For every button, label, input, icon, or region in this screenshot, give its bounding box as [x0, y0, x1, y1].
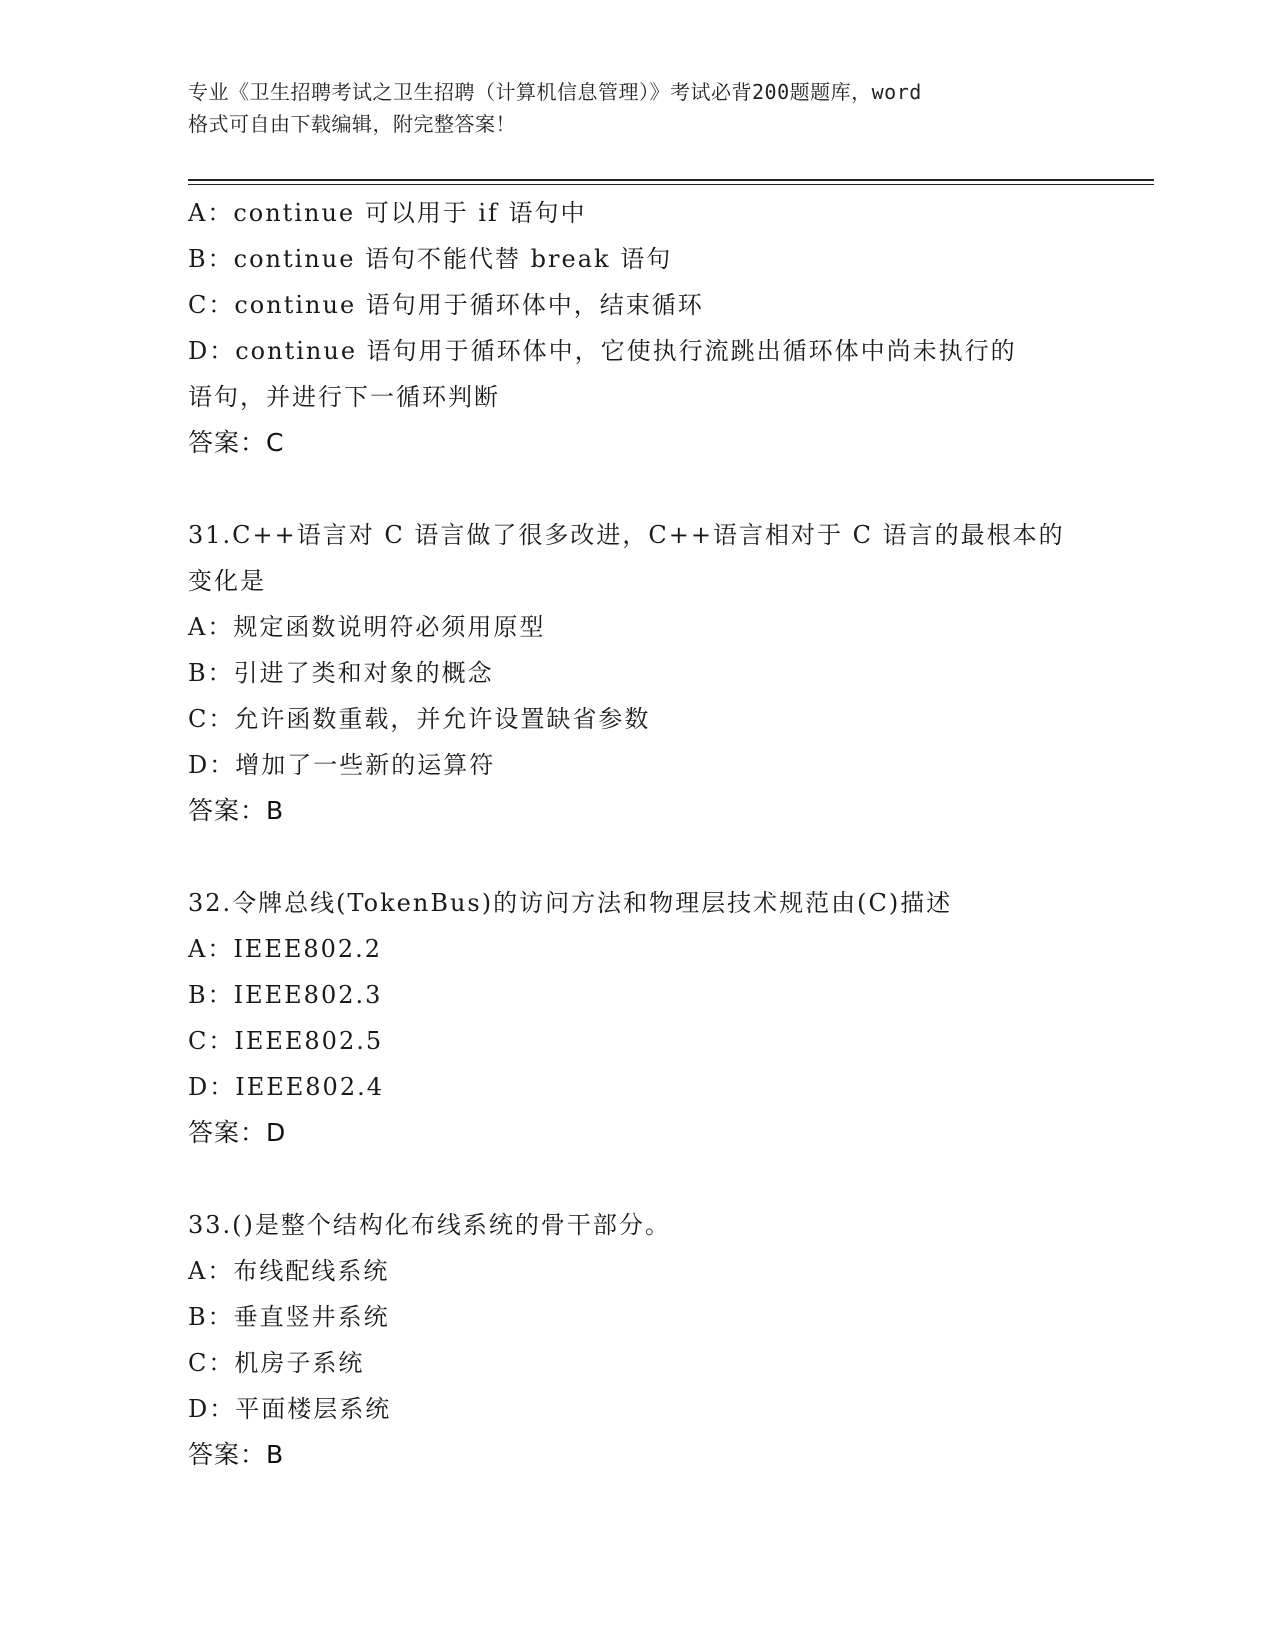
option-a: A：IEEE802.2: [188, 935, 383, 963]
answer-line: 答案：B: [188, 1440, 285, 1469]
option-d: D：平面楼层系统: [188, 1395, 392, 1423]
header-divider-thin: [188, 184, 1154, 185]
option-d: D：continue 语句用于循环体中，它使执行流跳出循环体中尚未执行的: [188, 337, 1017, 365]
answer-line: 答案：C: [188, 428, 285, 457]
question-block: [188, 880, 1088, 1156]
header-line-2: 格式可自由下载编辑，附完整答案！: [188, 112, 516, 136]
option-d: D：增加了一些新的运算符: [188, 751, 496, 779]
option-c: C：机房子系统: [188, 1349, 365, 1377]
option-b: B：IEEE802.3: [188, 981, 383, 1009]
option-d-continuation: 语句，并进行下一循环判断: [188, 383, 500, 411]
question-block: [188, 190, 1088, 466]
spacer: [188, 1156, 1088, 1202]
question-stem: 32.令牌总线(TokenBus)的访问方法和物理层技术规范由(C)描述: [188, 889, 953, 917]
spacer: [188, 834, 1088, 880]
option-c: C：允许函数重载，并允许设置缺省参数: [188, 705, 651, 733]
question-stem-continuation: 变化是: [188, 567, 266, 595]
option-c: C：IEEE802.5: [188, 1027, 384, 1055]
question-block: [188, 512, 1088, 834]
option-b: B：引进了类和对象的概念: [188, 659, 494, 687]
question-list: [188, 190, 1088, 1478]
option-a: A：布线配线系统: [188, 1257, 390, 1285]
answer-line: 答案：D: [188, 1118, 287, 1147]
option-a: A：规定函数说明符必须用原型: [188, 613, 546, 641]
spacer: [188, 466, 1088, 512]
document-header: [188, 76, 1088, 140]
option-b: B：垂直竖井系统: [188, 1303, 390, 1331]
question-block: [188, 1202, 1088, 1478]
option-b: B：continue 语句不能代替 break 语句: [188, 245, 673, 273]
option-d: D：IEEE802.4: [188, 1073, 384, 1101]
header-divider: [188, 179, 1154, 181]
question-stem: 33.()是整个结构化布线系统的骨干部分。: [188, 1211, 671, 1239]
option-a: A：continue 可以用于 if 语句中: [188, 199, 587, 227]
answer-line: 答案：B: [188, 796, 285, 825]
question-stem: 31.C++语言对 C 语言做了很多改进，C++语言相对于 C 语言的最根本的: [188, 521, 1065, 549]
option-c: C：continue 语句用于循环体中，结束循环: [188, 291, 704, 319]
header-line-1: 专业《卫生招聘考试之卫生招聘（计算机信息管理）》考试必背200题题库，word: [188, 80, 922, 104]
